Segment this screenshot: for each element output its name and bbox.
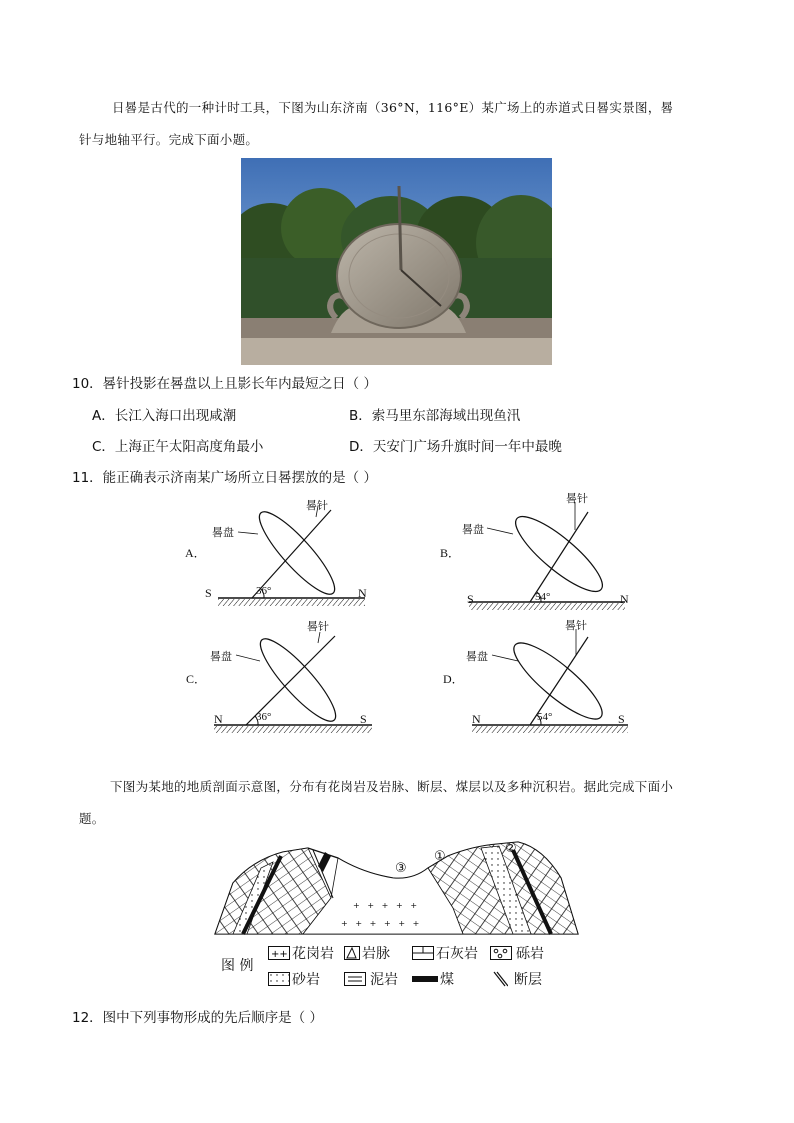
q11-b-angle: 54° xyxy=(535,591,551,603)
legend-sandstone: 砂岩 xyxy=(292,972,320,988)
svg-text:+ + + + + +: + + + + + + xyxy=(341,919,420,928)
q11-option-a-letter[interactable]: A． xyxy=(185,546,206,560)
q11-c-left-dir: N xyxy=(214,712,223,726)
svg-text:+ + + + +: + + + + + xyxy=(353,901,418,910)
geology-cross-section xyxy=(213,838,581,938)
fault-swatch-icon xyxy=(492,970,508,988)
q11-d-angle: 54° xyxy=(537,711,553,723)
intro2-line-1: 下图为某地的地质剖面示意图，分布有花岗岩及岩脉、断层、煤层以及多种沉积岩。据此完成下面小 xyxy=(110,779,674,794)
q11-diagram-a[interactable] xyxy=(200,490,375,615)
legend-mudstone: 泥岩 xyxy=(370,972,398,988)
q11-d-pan-label: 晷盘 xyxy=(466,650,488,663)
intro2-line-2: 题。 xyxy=(79,811,105,826)
legend-fault: 断层 xyxy=(514,972,542,988)
q10-option-c[interactable]: C．上海正午太阳高度角最小 xyxy=(92,439,264,455)
q11-b-left-dir: S xyxy=(467,592,474,606)
geology-marker-3: ③ xyxy=(395,861,407,876)
q11-a-pan-label: 晷盘 xyxy=(212,526,234,539)
q11-c-angle: 36° xyxy=(256,711,272,723)
mudstone-swatch-icon xyxy=(344,972,366,986)
legend xyxy=(266,943,586,993)
q11-option-d-letter[interactable]: D． xyxy=(443,672,464,686)
q11-d-right-dir: S xyxy=(618,712,625,726)
q10-option-d[interactable]: D．天安门广场升旗时间一年中最晚 xyxy=(349,439,562,455)
intro-line-2: 针与地轴平行。完成下面小题。 xyxy=(79,132,259,147)
q11-a-needle-label: 晷针 xyxy=(306,499,328,512)
legend-coal: 煤 xyxy=(440,972,454,988)
q12-stem: 12．图中下列事物形成的先后顺序是（ ） xyxy=(72,1010,323,1026)
intro-line-1: 日晷是古代的一种计时工具，下图为山东济南（36°N，116°E）某广场上的赤道式日晷实景图，晷 xyxy=(112,100,674,115)
legend-dike: 岩脉 xyxy=(362,946,390,962)
sandstone-swatch-icon xyxy=(268,972,290,986)
q11-stem: 11．能正确表示济南某广场所立日晷摆放的是（ ） xyxy=(72,470,377,486)
coal-swatch-icon xyxy=(412,976,438,982)
q11-c-right-dir: S xyxy=(360,712,367,726)
q11-d-left-dir: N xyxy=(472,712,481,726)
granite-swatch-icon xyxy=(268,946,290,960)
q11-c-needle-label: 晷针 xyxy=(307,620,329,633)
q11-c-pan-label: 晷盘 xyxy=(210,650,232,663)
q10-option-a[interactable]: A．长江入海口出现咸潮 xyxy=(92,408,237,424)
q11-a-angle: 36° xyxy=(256,585,272,597)
q10-option-b[interactable]: B．索马里东部海域出现鱼汛 xyxy=(349,408,521,424)
geology-marker-1: ① xyxy=(434,849,446,864)
q11-a-left-dir: S xyxy=(205,586,212,600)
conglomerate-swatch-icon xyxy=(490,946,512,960)
limestone-swatch-icon xyxy=(412,946,434,960)
svg-text:++: ++ xyxy=(271,949,288,960)
dike-swatch-icon xyxy=(344,946,360,960)
legend-conglomerate: 砾岩 xyxy=(516,946,544,962)
legend-granite: 花岗岩 xyxy=(292,946,334,962)
q11-b-right-dir: N xyxy=(620,592,629,606)
q11-option-c-letter[interactable]: C． xyxy=(186,672,207,686)
geology-marker-2: ② xyxy=(505,841,517,856)
q11-a-right-dir: N xyxy=(358,586,367,600)
q11-d-needle-label: 晷针 xyxy=(565,619,587,632)
q11-option-b-letter[interactable]: B． xyxy=(440,546,461,560)
q11-b-needle-label: 晷针 xyxy=(566,492,588,505)
q11-b-pan-label: 晷盘 xyxy=(462,523,484,536)
sundial-photo xyxy=(241,158,552,365)
legend-title: 图 例 xyxy=(221,958,254,974)
legend-limestone: 石灰岩 xyxy=(436,946,478,962)
q11-diagram-c[interactable] xyxy=(200,615,375,740)
q10-stem: 10．晷针投影在晷盘以上且影长年内最短之日（ ） xyxy=(72,376,377,392)
